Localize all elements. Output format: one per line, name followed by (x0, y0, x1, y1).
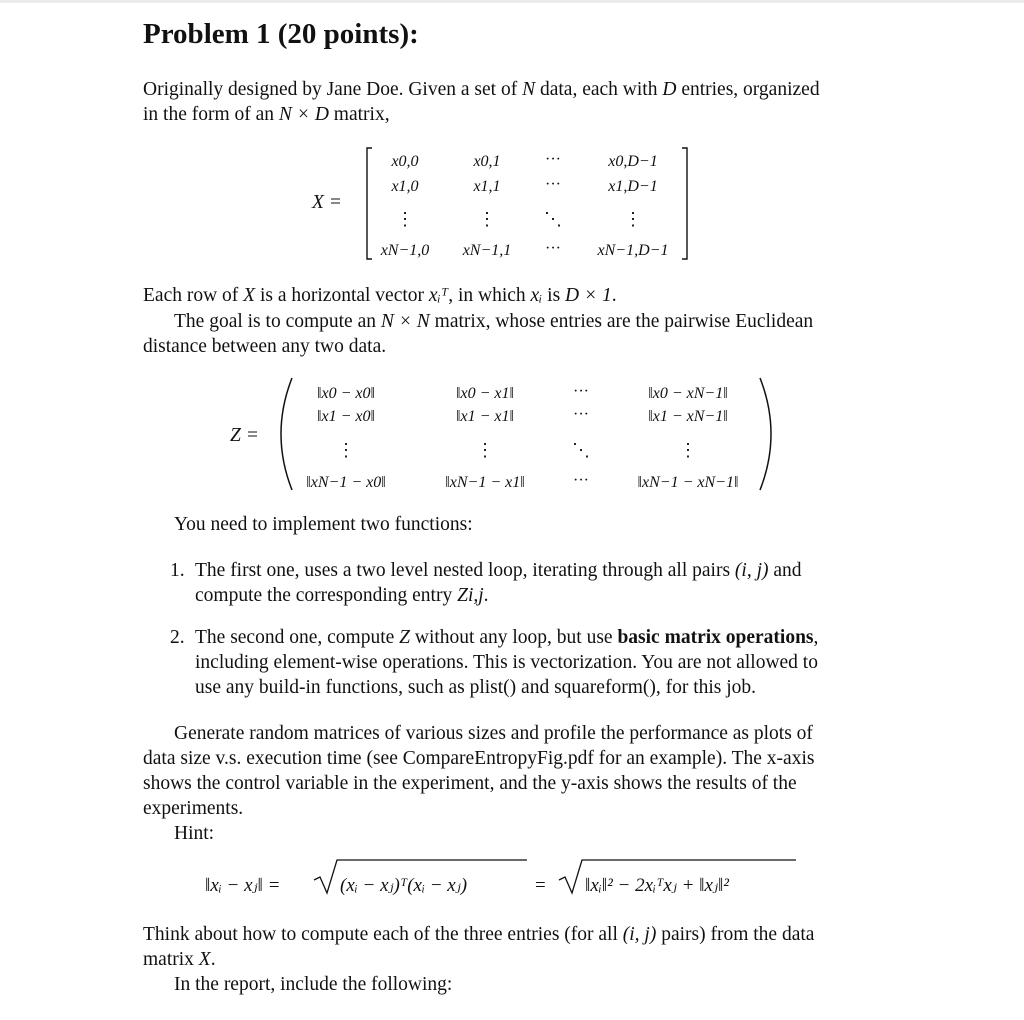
math-vector-transpose: xᵢᵀ (428, 285, 449, 306)
text: matrix, whose entries are the pairwise Euclidean (429, 311, 814, 332)
matrix-z-cell: ‖x1 − xN−1‖ (648, 408, 728, 425)
formula-equals: = (535, 875, 546, 896)
math-X: X (198, 949, 211, 970)
item-2-line-3: use any build-in functions, such as plist() and squareform(), for this job. (195, 677, 757, 698)
text: . (611, 285, 617, 306)
intro-text: data, each with (535, 79, 663, 100)
text: matrix (143, 949, 199, 970)
matrix-z-lhs: Z = (230, 425, 259, 446)
text: is (542, 285, 566, 306)
math-N: N (522, 79, 536, 100)
math-pair: (i, j) (734, 560, 769, 581)
math-NxN: N × N (380, 311, 430, 332)
think-line-1 (143, 922, 814, 947)
math-D: D (662, 79, 677, 100)
item-2-line-2: including element-wise operations. This is vectorization. You are not allowed to (195, 652, 818, 673)
matrix-x-cell: xN−1,D−1 (597, 242, 669, 259)
row-description (143, 283, 617, 308)
matrix-x-cell: ··· (545, 151, 561, 168)
text: compute the corresponding entry (195, 585, 458, 606)
math-pair: (i, j) (622, 924, 657, 945)
matrix-x-cell: ⋮ (478, 209, 496, 229)
text: pairs) from the data (656, 924, 815, 945)
item-2-line-1 (195, 625, 818, 650)
text: Each row of (143, 285, 244, 306)
matrix-z-cell: ⋮ (476, 440, 494, 460)
matrix-x-cell: ··· (545, 176, 561, 193)
formula-middle: (xᵢ − xⱼ)ᵀ(xᵢ − xⱼ) (340, 875, 468, 896)
implement-intro: You need to implement two functions: (174, 514, 473, 535)
formula-right: ‖xᵢ‖² − 2xᵢᵀxⱼ + ‖xⱼ‖² (585, 875, 729, 896)
math-X: X (243, 285, 256, 306)
item-2-number: 2. (170, 627, 185, 648)
report-intro: In the report, include the following: (174, 974, 453, 995)
generate-line-4: experiments. (143, 798, 244, 819)
text: is a horizontal vector (255, 285, 429, 306)
matrix-x-lhs: X = (312, 192, 342, 213)
hint-label: Hint: (174, 823, 215, 844)
math-vector: xᵢ (530, 285, 543, 306)
text: without any loop, but use (410, 627, 618, 648)
matrix-x-cell: ⋮ (396, 209, 414, 229)
matrix-x-cell: x1,1 (473, 178, 501, 195)
math-Zij: Zi,j (457, 585, 484, 606)
matrix-z-cell: ‖x0 − xN−1‖ (648, 385, 728, 402)
math-Z: Z (399, 627, 410, 648)
matrix-x-cell: xN−1,1 (462, 242, 512, 259)
matrix-z-right-paren (760, 378, 771, 490)
text: The goal is to compute an (174, 311, 381, 332)
matrix-z-cell: ‖xN−1 − x0‖ (306, 474, 386, 491)
matrix-x-cell: x1,0 (391, 178, 419, 195)
text: , (813, 627, 819, 648)
matrix-x-cell: xN−1,0 (380, 242, 430, 259)
matrix-z-cell: ··· (573, 472, 589, 489)
matrix-x-cell: ⋮ (624, 209, 642, 229)
matrix-z-cell: ⋮ (337, 440, 355, 460)
matrix-z-cell: ⋱ (572, 440, 590, 460)
text: and (768, 560, 802, 581)
text: The first one, uses a two level nested loop, iterating through all pairs (195, 560, 735, 581)
matrix-x-right-bracket (682, 148, 687, 259)
intro-text: Originally designed by Jane Doe. Given a set of (143, 79, 523, 100)
intro-text: matrix, (328, 104, 390, 125)
text: , in which (448, 285, 531, 306)
generate-line-1: Generate random matrices of various sizes and profile the performance as plots of (174, 723, 813, 744)
generate-line-2: data size v.s. execution time (see CompareEntropyFig.pdf for an example). The x-axis (143, 748, 815, 769)
goal-line-2: distance between any two data. (143, 336, 387, 357)
item-1-number: 1. (170, 560, 185, 581)
generate-line-3: shows the control variable in the experiment, and the y-axis shows the results of the (143, 773, 797, 794)
matrix-z-cell: ‖x0 − x0‖ (317, 385, 375, 402)
math-NxD: N × D (278, 104, 329, 125)
formula-lhs: ‖xᵢ − xⱼ‖ = (205, 875, 281, 896)
text: . (210, 949, 216, 970)
matrix-z-cell: ‖xN−1 − xN−1‖ (637, 474, 739, 491)
matrix-z-cell: ‖xN−1 − x1‖ (445, 474, 525, 491)
math-dim: D × 1 (565, 285, 612, 306)
matrix-x-cell: ··· (545, 240, 561, 257)
problem-title: Problem 1 (20 points): (143, 18, 419, 50)
matrix-z-cell: ‖x1 − x0‖ (317, 408, 375, 425)
matrix-z-cell: ··· (573, 383, 589, 400)
matrix-x-cell: ⋱ (544, 209, 562, 229)
item-1-line-1 (195, 558, 802, 583)
goal-line-1 (174, 309, 813, 334)
item-1-line-2 (195, 583, 489, 608)
text: . (483, 585, 489, 606)
matrix-z-cell: ‖x1 − x1‖ (456, 408, 514, 425)
intro-text: entries, organized (676, 79, 820, 100)
think-line-2 (143, 947, 216, 972)
matrix-z-cell: ⋮ (679, 440, 697, 460)
matrix-z-cell: ‖x0 − x1‖ (456, 385, 514, 402)
matrix-z-cell: ··· (573, 406, 589, 423)
text: Think about how to compute each of the three entries (for all (143, 924, 623, 945)
matrix-x-cell: x0,0 (391, 153, 419, 170)
matrix-z-left-paren (281, 378, 292, 490)
matrix-x-cell: x0,D−1 (608, 153, 658, 170)
text: The second one, compute (195, 627, 400, 648)
bold-text: basic matrix operations (617, 627, 814, 648)
matrix-x-left-bracket (367, 148, 372, 259)
matrix-x-cell: x0,1 (473, 153, 501, 170)
intro-text: in the form of an (143, 104, 279, 125)
matrix-x-cell: x1,D−1 (608, 178, 658, 195)
